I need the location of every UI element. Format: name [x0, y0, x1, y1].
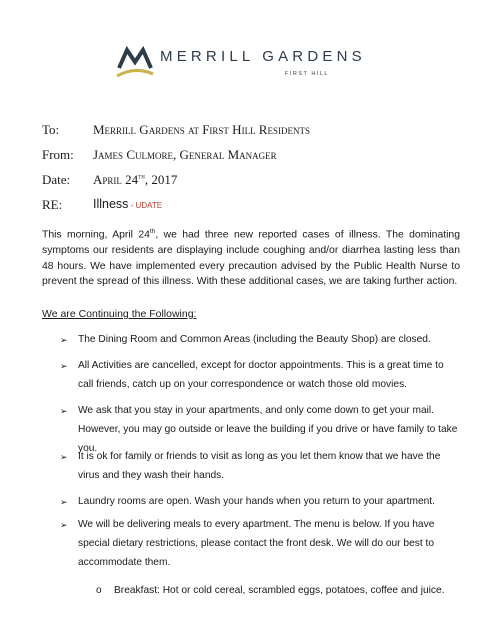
logo-m-icon — [115, 42, 155, 80]
re-subject: Illness — [93, 197, 129, 211]
arrow-bullet-icon: ➢ — [60, 335, 68, 345]
date-label: Date: — [42, 172, 71, 187]
date-suffix: th — [138, 172, 145, 181]
intro-paragraph — [42, 224, 460, 290]
sub-bullet-item — [96, 583, 466, 599]
date-main: April 24 — [93, 172, 139, 187]
logo-subtitle: FIRST HILL — [285, 71, 329, 77]
bullet-text: The Dining Room and Common Areas (including the Beauty Shop) are closed. — [78, 334, 431, 345]
date-year: , 2017 — [144, 172, 178, 187]
arrow-bullet-icon: ➢ — [60, 406, 68, 416]
bullet-item — [60, 331, 460, 350]
bullet-text: We ask that you stay in your apartments, and only come down to get your mail. However, you may go outside or leave the building if you drive or have family to take you. — [78, 405, 458, 454]
sub-bullet-text: Breakfast: Hot or cold cereal, scrambled eggs, potatoes, coffee and juice. — [114, 585, 445, 596]
section-title: We are Continuing the Following: — [42, 308, 197, 320]
from-label: From: — [42, 147, 74, 162]
bullet-text: It is ok for family or friends to visit as long as you let them know that we have the virus and they wash their hands. — [78, 451, 441, 481]
arrow-bullet-icon: ➢ — [60, 452, 68, 462]
date-value — [93, 172, 177, 188]
re-value — [93, 197, 162, 211]
arrow-bullet-icon: ➢ — [60, 520, 68, 530]
to-label: To: — [42, 122, 60, 137]
bullet-item — [60, 493, 460, 512]
arrow-bullet-icon: ➢ — [60, 361, 68, 371]
intro-part1: This morning, April 24 — [42, 229, 150, 241]
merrill-gardens-logo — [115, 40, 415, 84]
re-update-tag: - UDATE — [128, 201, 163, 210]
arrow-bullet-icon: ➢ — [60, 497, 68, 507]
to-value: Merrill Gardens at First Hill Residents — [93, 122, 310, 137]
intro-part2: , we had three new reported cases of illness. The dominating symptoms our residents are displaying include coughing and/or diarrhea lasting less than 48 hours. We have implemented every precaution advised by the Public Health Nurse to prevent the spread of this illness. With these additional cases, we are taking further action. — [42, 229, 460, 288]
intro-suffix: th — [149, 228, 156, 235]
bullet-item — [60, 357, 460, 395]
bullet-item — [60, 448, 460, 486]
from-value: James Culmore, General Manager — [93, 147, 277, 162]
bullet-text: All Activities are cancelled, except for doctor appointments. This is a great time to call friends, catch up on your correspondence or watch those old movies. — [78, 360, 444, 390]
bullet-text: We will be delivering meals to every apartment. The menu is below. If you have special dietary restrictions, please contact the front desk. We will do our best to accommodate them. — [78, 519, 435, 568]
bullet-item — [60, 516, 460, 572]
logo-name: MERRILL GARDENS — [160, 48, 366, 65]
circle-bullet-icon: o — [96, 585, 102, 596]
re-label: RE: — [42, 197, 63, 212]
bullet-text: Laundry rooms are open. Wash your hands when you return to your apartment. — [78, 496, 435, 507]
